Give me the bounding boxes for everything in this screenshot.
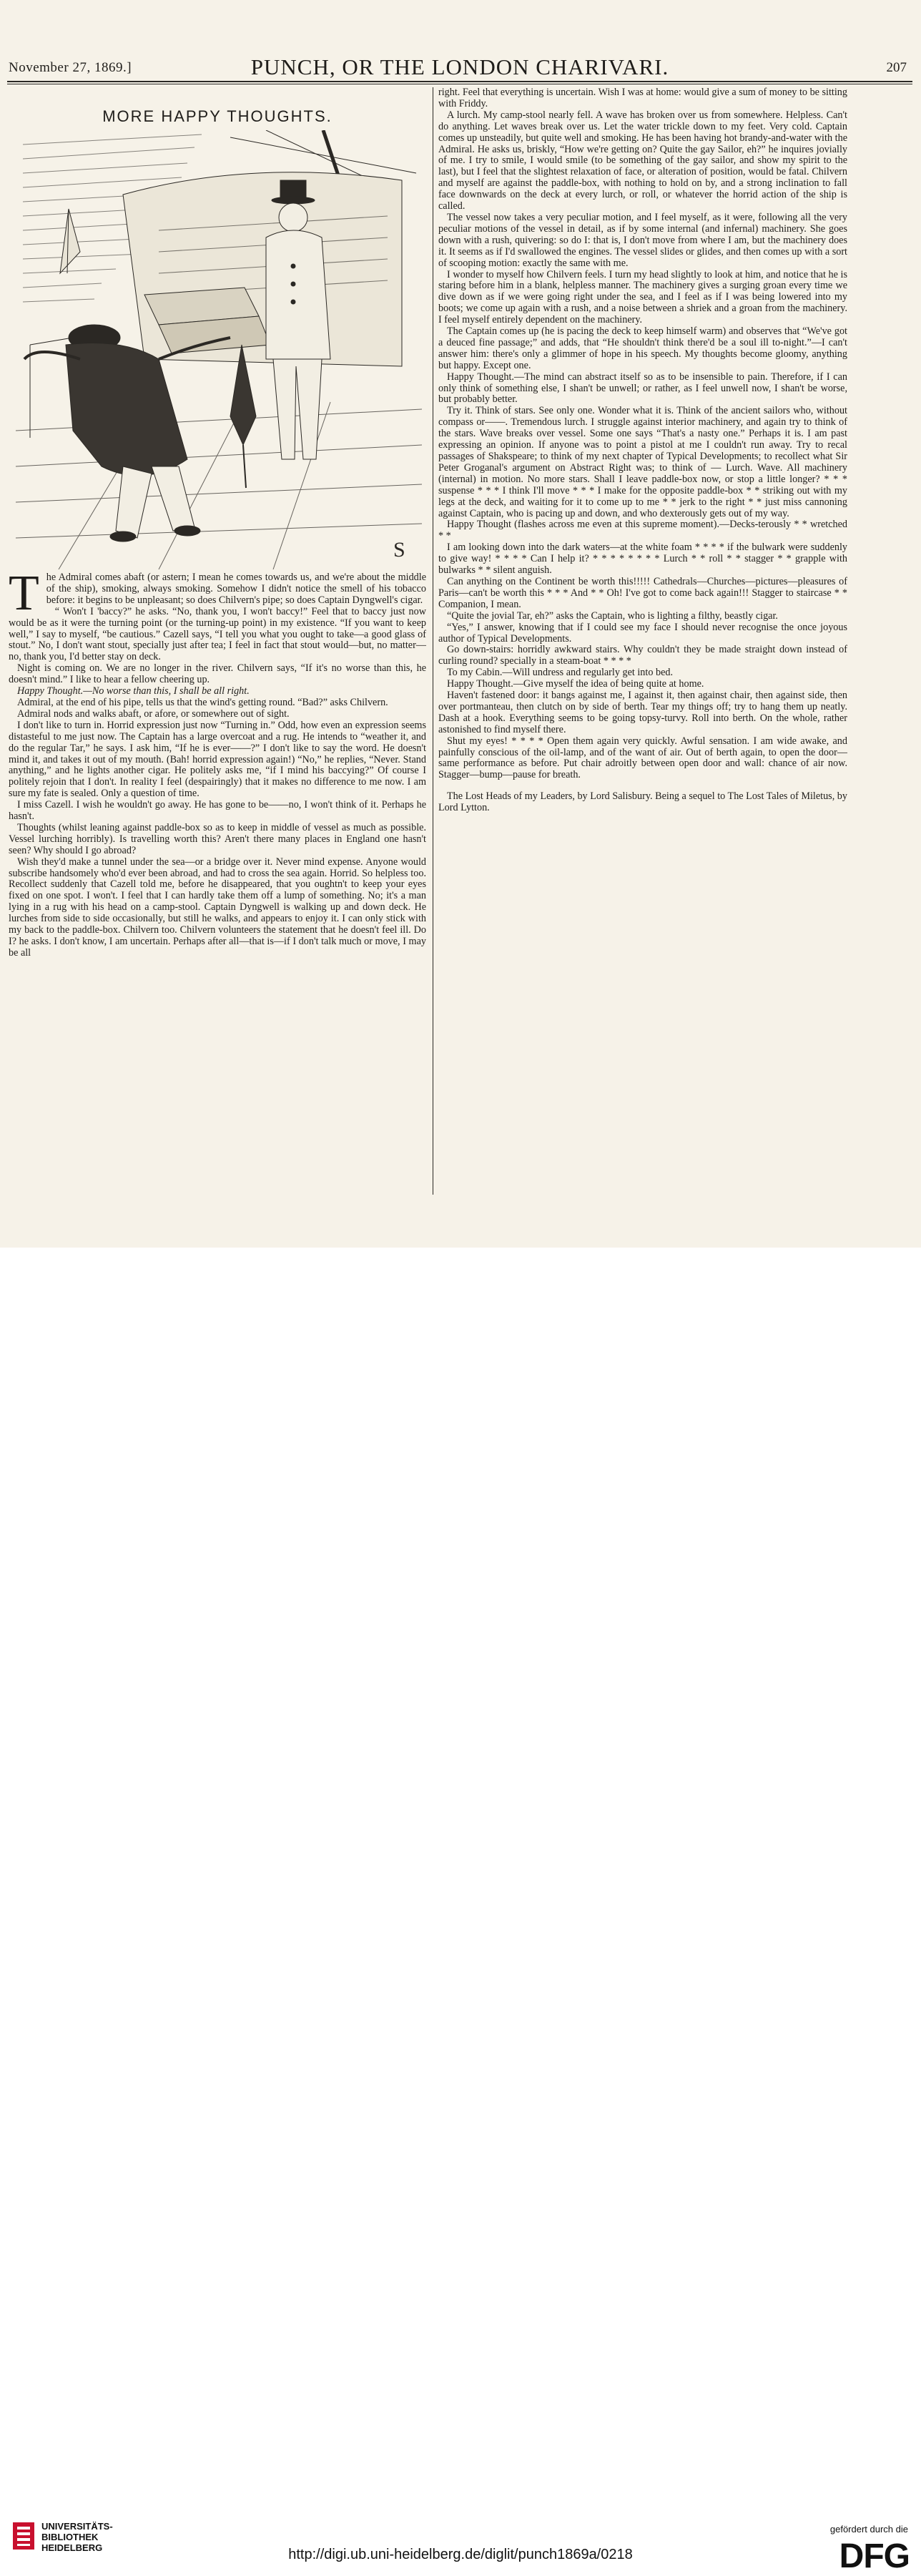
library-name-line: UNIVERSITÄTS- bbox=[41, 2521, 113, 2532]
scanned-page bbox=[0, 0, 921, 1248]
issue-date: November 27, 1869.] bbox=[9, 60, 132, 75]
artist-monogram: S bbox=[393, 538, 405, 562]
right-column bbox=[438, 87, 847, 814]
paragraph: right. Feel that everything is uncertain. Wish I was at home: would give a sum of money to be sitting with Friddy. bbox=[438, 87, 847, 109]
article-title: MORE HAPPY THOUGHTS. bbox=[102, 107, 333, 125]
viewer-footer bbox=[0, 1248, 921, 2575]
drop-cap: T bbox=[9, 566, 39, 621]
permalink[interactable]: http://digi.ub.uni-heidelberg.de/diglit/punch1869a/0218 bbox=[288, 2547, 633, 2562]
article-illustration bbox=[16, 130, 422, 569]
paragraph: Admiral, at the end of his pipe, tells us that the wind's getting round. “Bad?” asks Chilvern. bbox=[17, 696, 388, 708]
paragraph bbox=[9, 566, 426, 621]
paragraph: A lurch. My camp-stool nearly fell. A wave has broken over us from somewhere. Helpless. Can't do anything. Let waves break over us. Let the water trickle down to my feet. Very cold. Captain comes up unsteadily, but quite well and smoking. He has been having hot brandy-and-water with the Admiral. He asks us, briskly, “How we're getting on? Quite the gay Sailor, eh?” he inquires jovially of me. I try to smile, I would smile (to be something of the gay sailor, and show my spirit to the last), but I feel that the slightest relaxation of face, or alteration of position, would be fatal. Chilvern and myself are against the paddle-box, with nothing to hold on by, and a strong inclination to fall face downwards on the deck at every lurch, or roll, or whatever the horrid action of the ship is called. bbox=[438, 109, 847, 212]
page-number: 207 bbox=[886, 60, 907, 75]
paragraph: Can anything on the Continent be worth this!!!!! Cathedrals—Churches—pictures—pleasures of Paris—can't be worth this * * * And * * Oh! I've got to come back again!!! Stagger to staircase * * Companion, I mean. bbox=[438, 575, 847, 610]
paragraph: Wish they'd make a tunnel under the sea—or a bridge over it. Never mind expense. Anyone would subscribe handsomely who'd ever been abroad, and had to cross the sea again. Horrid. So helpless too. Recollect suddenly that Cazell told me, before he disappeared, that you oughtn't to keep your eyes fixed on one spot. I won't. I feel that I can hardly take them off a lump of something. No; it's a man lying in a rug with his head on a camp-stool. Captain Dyngwell is walking up and down deck. He lurches from side to side occasionally, but still he walks, and appears to enjoy it. I can only stick with my back to the paddle-box. Chilvern too. Chilvern volunteers the statement that he doesn't feel ill. Do I? he asks. I don't know, I am uncertain. Perhaps after all—that is—if I don't talk much or move, I may be all bbox=[9, 856, 426, 959]
paragraph: “Yes,” I answer, knowing that if I could see my face I should never recognise the once joyous author of Typical Developments. bbox=[438, 621, 847, 645]
paragraph: The Captain comes up (he is pacing the deck to keep himself warm) and observes that “We've got a deuced fine passage;” and adds, that “He shouldn't think there'd be a soul ill to-night.”—I can't answer him: there's only a glimmer of hope in his speech. My thoughts become gloomy, anything but happy. Except one. bbox=[438, 325, 847, 371]
paragraph: I miss Cazell. I wish he wouldn't go away. He has gone to be——no, I won't think of it. Perhaps he hasn't. bbox=[9, 799, 426, 823]
paragraph: Try it. Think of stars. See only one. Wonder what it is. Think of the ancient sailors who, without compass or——. Tremendous lurch. I struggle against interior machinery, and again try to think of the stars. Wave breaks over vessel. Some one says “That's a nasty one.” Perhaps it is. I am past expressing an opinion. If anyone was to point a pistol at me I couldn't run away. Try to recal passages of Shakspeare; to think of my next chapter of Typical Developments; to recollect what Sir Peter Groganal's argument on Abstract Right was; to think of — Lurch. Wave. All machinery (internal) in motion. No more stars. Shall I leave paddle-box now, or stop a little longer? * * * suspense * * * I think I'll move * * * I make for the opposite paddle-box * * striking out with my legs at the deck, and waiting for it to come up to me * * jerk to the right * * just miss cannoning against Captain, who is pacing up and down, and who dexterously gets out of my way. bbox=[438, 405, 847, 519]
funding-note: gefördert durch die bbox=[829, 2524, 908, 2535]
paragraph: Happy Thought.—Give myself the idea of being quite at home. bbox=[447, 678, 704, 690]
paragraph: To my Cabin.—Will undress and regularly get into bed. bbox=[447, 667, 674, 679]
paragraph: Admiral nods and walks abaft, or afore, or somewhere out of sight. bbox=[17, 707, 290, 720]
running-header bbox=[9, 53, 911, 80]
paragraph: I wonder to myself how Chilvern feels. I turn my head slightly to look at him, and notice that he is staring before him in a blank, helpless manner. The machinery gives a surging groan every time we dive down as if we were going right under the sea, and I feel as if I was being lowered into my boots; we come up again with a rush, and a noise between a shriek and a groan from the machinery. I feel myself entirely dependent on the machinery. bbox=[438, 268, 847, 326]
closing-note: The Lost Heads of my Leaders, by Lord Salisbury. Being a sequel to The Lost Tales of Miletus, by Lord Lytton. bbox=[438, 790, 847, 814]
dfg-logo[interactable]: DFG bbox=[839, 2537, 910, 2575]
paragraph: Thoughts (whilst leaning against paddle-box so as to keep in middle of vessel as much as possible. Vessel lurching horribly). Is travelling worth this? Aren't there many places in England one hasn't seen? Why should I go abroad? bbox=[9, 821, 426, 856]
left-column bbox=[9, 566, 426, 959]
paragraph-text: he Admiral comes abaft (or astern; I mean he comes towards us, and we're about the middle of the ship), smoking, always smoking. Somehow I didn't notice the smell of his tobacco before: it begins to be unpleasant; so does Chilvern's pipe; so does Captain Dyngwell's cigar. bbox=[46, 572, 426, 606]
university-seal-icon bbox=[13, 2522, 34, 2550]
paragraph: Happy Thought (flashes across me even at this supreme moment).—Decks-terously * * wretched * * bbox=[438, 519, 847, 542]
library-name-line: BIBLIOTHEK bbox=[41, 2532, 99, 2542]
paragraph: I don't like to turn in. Horrid expression just now “Turning in.” Odd, how even an expression seems distasteful to me just now. The Captain has a large overcoat and a rug. He intends to “weather it, and do the regular Tar,” he says. I ask him, “If he is ever——?” I don't like to say the word. He doesn't mind it, and takes it out of my mouth. (Bah! horrid expression again!) “No,” he replies, “Never. Stand anything,” and he lights another cigar. He politely asks me, “if I mind his baccying?” Of course I politely rejoin that I don't. In reality I feel (despairingly) that it makes no difference to me now. I am sure my fate is sealed. Only a question of time. bbox=[9, 719, 426, 800]
paragraph: “ Won't I 'baccy?” he asks. “No, thank you, I won't baccy!” Feel that to baccy just now would be as it were the turning point (or the turning-up point) in my existence. “If you want to keep well,” I say to myself, “be cautious.” Cazell says, “I tell you what you ought to take—a good glass of stout.” No, I don't want stout, specially just after tea; I feel in fact that stout would—but, no matter—no, thank you, I'd better stay on deck. bbox=[9, 605, 426, 663]
header-rule bbox=[7, 81, 912, 82]
library-name-line: HEIDELBERG bbox=[41, 2542, 103, 2553]
paragraph: The vessel now takes a very peculiar motion, and I feel myself, as it were, following all the very peculiar motions of the vessel in detail, as if by some internal (and infernal) machinery. She goes down with a rush, quivering: so do I: that is, I don't move from where I am, but the machinery does it. It seems as if I'd swallowed the engines. The vessel slides or glides, and then comes up with a sort of scooping motion: exactly the same with me. bbox=[438, 211, 847, 269]
paragraph: Happy Thought.—The mind can abstract itself so as to be insensible to pain. Therefore, if I can only think of something else, I shan't be unwell; or rather, as I feel unwell now, I shan't be worse, but probably better. bbox=[438, 371, 847, 406]
publication-title: PUNCH, OR THE LONDON CHARIVARI. bbox=[250, 54, 669, 79]
paragraph: I am looking down into the dark waters—at the white foam * * * * if the bulwark were suddenly to give way! * * * * Can I help it? * * * * * * * * Lurch * * roll * * stagger * * grapple with bulwarks * * silent anguish. bbox=[438, 542, 847, 577]
paragraph: Go down-stairs: horridly awkward stairs. Why couldn't they be made straight down instead of curling round? specially in a steam-boat * * * * bbox=[438, 644, 847, 667]
paragraph: Shut my eyes! * * * * Open them again very quickly. Awful sensation. I am wide awake, and painfully conscious of the oil-lamp, and of the want of air. Out of berth again, to open the door—same performance as before. Put chair adroitly between open door and wall: chance of air now. Stagger—bump—pause for breath. bbox=[438, 735, 847, 781]
paragraph: Night is coming on. We are no longer in the river. Chilvern says, “If it's no worse than this, he doesn't mind.” I like to hear a fellow cheering up. bbox=[9, 662, 426, 686]
paragraph: Haven't fastened door: it bangs against me, I against it, then against chair, then against side, then over portmanteau, then clutch on by side of berth. Tear my things off; try to hang them up neatly. Dash at a hook. Everything seems to be going topsy-turvy. Roll into berth. On the whole, rather astonished to find myself there. bbox=[438, 690, 847, 735]
paragraph: “Quite the jovial Tar, eh?” asks the Captain, who is lighting a filthy, beastly cigar. bbox=[447, 609, 778, 622]
paragraph: Happy Thought.—No worse than this, I shall be all right. bbox=[17, 685, 250, 697]
